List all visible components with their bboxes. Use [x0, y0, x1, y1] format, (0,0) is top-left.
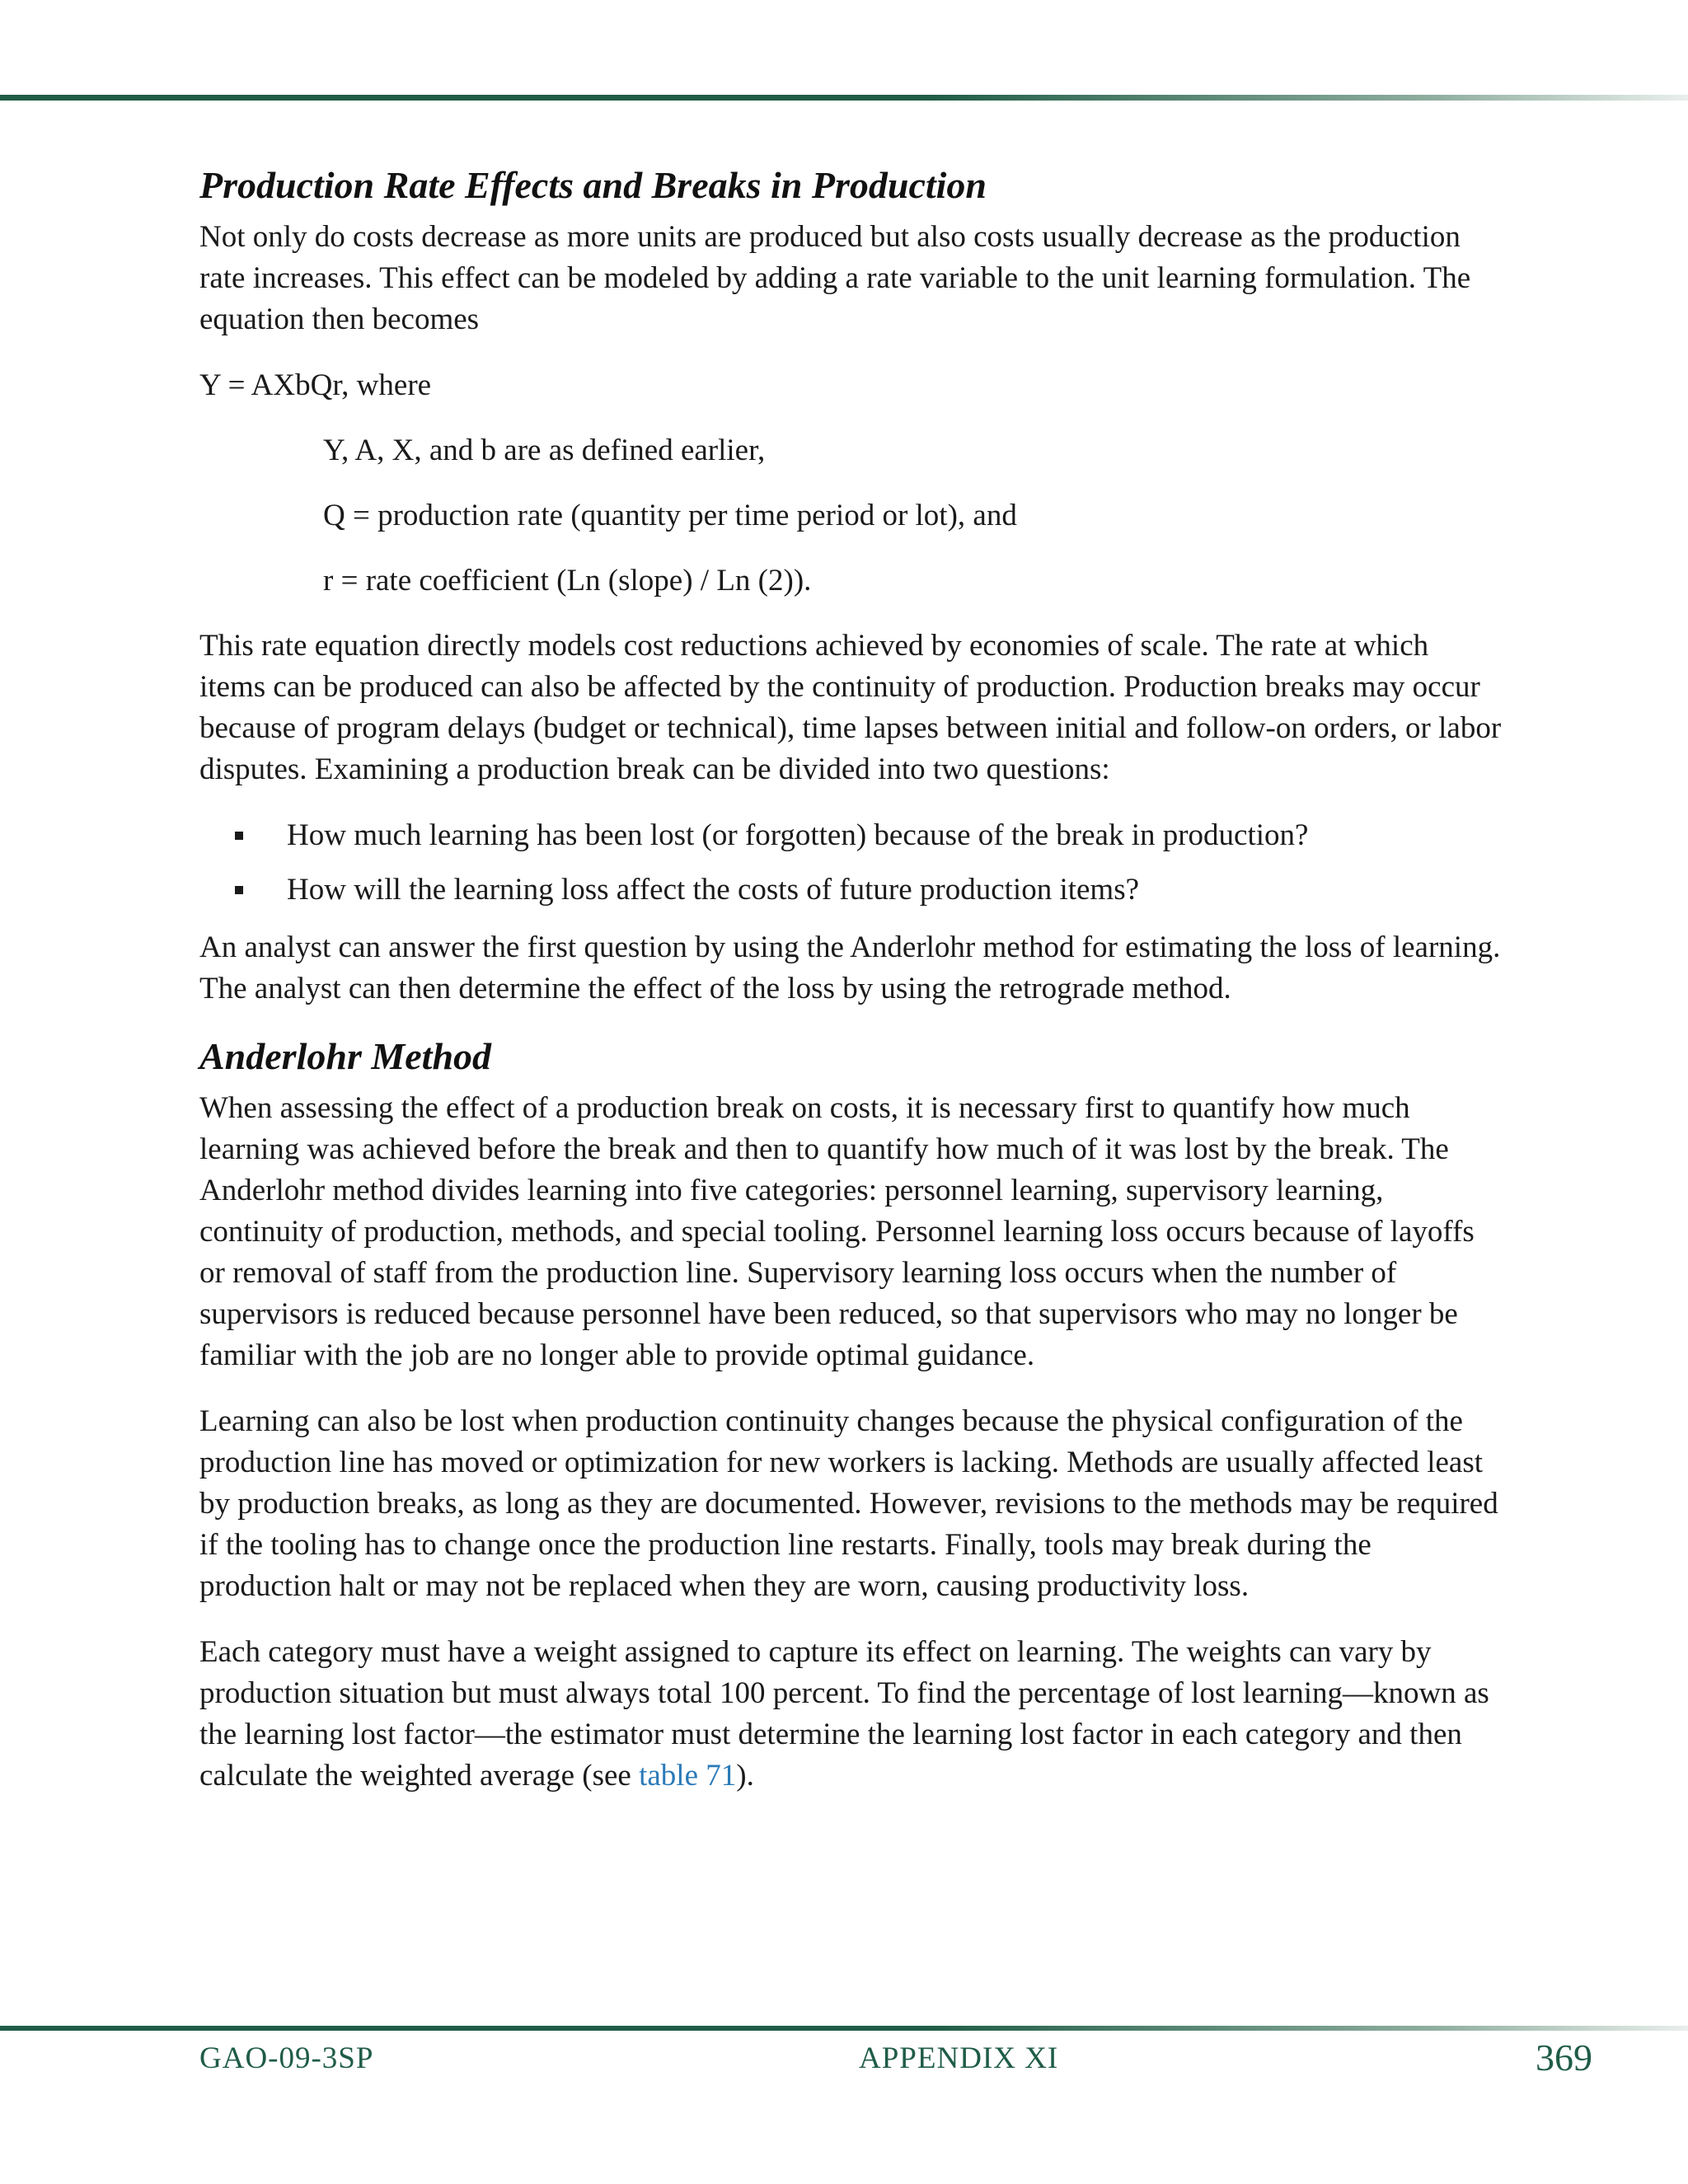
header-rule [0, 95, 1688, 101]
bullet-icon [235, 832, 243, 840]
definition-item: r = rate coefficient (Ln (slope) / Ln (2)). [323, 564, 812, 598]
list-item-text: How much learning has been lost (or forgotten) because of the break in production? [287, 818, 1309, 852]
list-item-text: How will the learning loss affect the costs of future production items? [287, 873, 1140, 907]
table-71-link[interactable]: table 71 [639, 1759, 737, 1793]
footer-appendix: APPENDIX XI [859, 2041, 1059, 2075]
paragraph-continuity: Learning can also be lost when production continuity changes because the physical configuration of the production line has moved or optimization for new workers is lacking. Methods are usually affected least by production breaks, as long as they are documented. However, revisions to the methods may be required if the tooling has to change once the production line restarts. Finally, tools may break during the production halt or may not be replaced when they are worn, causing productivity loss. [199, 1404, 1498, 1603]
paragraph-weights-end: ). [736, 1759, 754, 1793]
bullet-icon [235, 886, 243, 894]
paragraph-weights [199, 1632, 1502, 1797]
definition-item: Q = production rate (quantity per time period or lot), and [323, 499, 1017, 532]
paragraph-assessing: When assessing the effect of a production break on costs, it is necessary first to quantify how much learning was achieved before the break and then to quantify how much of it was lost by the break. The Anderlohr method divides learning into five categories: personnel learning, supervisory learning, continuity of production, methods, and special tooling. Personnel learning loss occurs because of layoffs or removal of staff from the production line. Supervisory learning loss occurs when the number of supervisors is reduced because personnel have been reduced, so that supervisors who may no longer be familiar with the job are no longer able to provide optimal guidance. [199, 1091, 1475, 1372]
definition-item: Y, A, X, and b are as defined earlier, [323, 434, 766, 467]
paragraph-weights-text: Each category must have a weight assigned to capture its effect on learning. The weights can vary by production situation but must always total 100 percent. To find the percentage of lost learning—known as the learning lost factor—the estimator must determine the learning lost factor in each category and then calculate the weighted average (see [199, 1635, 1489, 1793]
paragraph-intro: Not only do costs decrease as more units are produced but also costs usually decrease as the production rate increases. This effect can be modeled by adding a rate variable to the unit learning formulation. The equation then becomes [199, 220, 1471, 336]
page-footer [199, 2036, 1592, 2085]
footer-rule [0, 2026, 1688, 2031]
footer-doc-id: GAO-09-3SP [199, 2041, 374, 2075]
paragraph-rate-equation: This rate equation directly models cost reductions achieved by economies of scale. The rate at which items can be produced can also be affected by the continuity of production. Production breaks may occur because of program delays (budget or technical), time lapses between initial and follow-on orders, or labor disputes. Examining a production break can be divided into two questions: [199, 629, 1502, 786]
equation: Y = AXbQr, where [199, 368, 432, 402]
list-item [199, 869, 1502, 911]
section-heading-production-rate: Production Rate Effects and Breaks in Production [199, 164, 987, 206]
list-item [199, 815, 1502, 856]
section-heading-anderlohr: Anderlohr Method [199, 1035, 492, 1077]
bullet-list [199, 815, 1502, 911]
page-content [199, 163, 1502, 1821]
page-number: 369 [1536, 2036, 1592, 2079]
paragraph-analyst: An analyst can answer the first question by using the Anderlohr method for estimating the loss of learning. The analyst can then determine the effect of the loss by using the retrograde method. [199, 930, 1501, 1005]
